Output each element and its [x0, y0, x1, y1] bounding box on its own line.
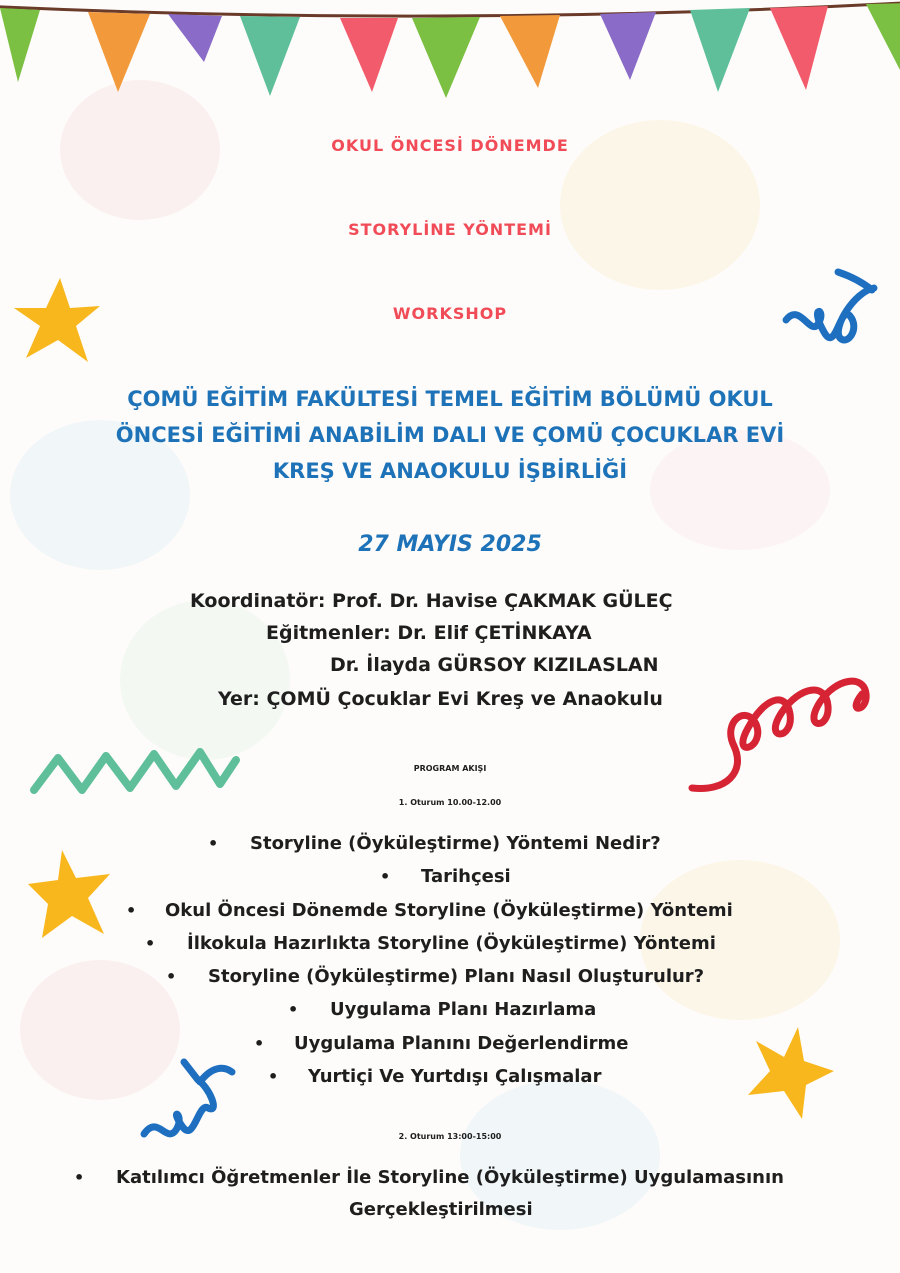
bullet: •	[208, 834, 219, 853]
program-heading: PROGRAM AKIŞI	[413, 764, 487, 773]
session-1-item: İlkokula Hazırlıkta Storyline (Öyküleştirme) Yöntemi	[187, 933, 716, 954]
session-1-item: Uygulama Planı Hazırlama	[330, 999, 597, 1020]
title-line-3: WORKSHOP	[392, 304, 508, 323]
session-1-item: Tarihçesi	[421, 866, 511, 887]
trainers-line: Eğitmenler: Dr. Elif ÇETİNKAYA	[266, 622, 592, 644]
session-2-item-continued: Gerçekleştirilmesi	[349, 1199, 533, 1220]
bullet: •	[254, 1034, 265, 1053]
session-1-item: Okul Öncesi Dönemde Storyline (Öyküleştirme) Yöntemi	[165, 900, 733, 921]
bullet: •	[288, 1000, 299, 1019]
event-date: 27 MAYIS 2025	[358, 532, 542, 557]
session-1-title: 1. Oturum 10.00-12.00	[398, 798, 502, 807]
session-2-item: Katılımcı Öğretmenler İle Storyline (Öyküleştirme) Uygulamasının	[116, 1167, 784, 1188]
subtitle-line-2: ÖNCESİ EĞİTİMİ ANABİLİM DALI VE ÇOMÜ ÇOCUKLAR EVİ	[115, 423, 785, 447]
session-1-item: Uygulama Planını Değerlendirme	[294, 1033, 629, 1054]
title-line-1: OKUL ÖNCESİ DÖNEMDE	[331, 136, 569, 155]
star-icon	[28, 848, 118, 943]
session-1-item: Yurtiçi Ve Yurtdışı Çalışmalar	[308, 1066, 602, 1087]
bullet: •	[166, 967, 177, 986]
subtitle-line-3: KREŞ VE ANAOKULU İŞBİRLİĞİ	[272, 459, 628, 483]
bullet: •	[145, 934, 156, 953]
session-1-item: Storyline (Öyküleştirme) Planı Nasıl Oluşturulur?	[208, 966, 705, 987]
bullet: •	[268, 1067, 279, 1086]
coordinator-line: Koordinatör: Prof. Dr. Havise ÇAKMAK GÜLEÇ	[190, 590, 673, 612]
bg-blob	[120, 600, 290, 760]
session-2-title: 2. Oturum 13:00-15:00	[398, 1132, 502, 1141]
trainer-2-line: Dr. İlayda GÜRSOY KIZILASLAN	[330, 654, 659, 676]
bunting-flags	[0, 0, 900, 110]
bullet: •	[74, 1168, 85, 1187]
session-1-item: Storyline (Öyküleştirme) Yöntemi Nedir?	[250, 833, 661, 854]
place-line: Yer: ÇOMÜ Çocuklar Evi Kreş ve Anaokulu	[218, 688, 663, 710]
title-line-2: STORYLİNE YÖNTEMİ	[348, 220, 552, 239]
bullet: •	[380, 867, 391, 886]
red-loop-squiggle	[686, 668, 886, 798]
subtitle-line-1: ÇOMÜ EĞİTİM FAKÜLTESİ TEMEL EĞİTİM BÖLÜMÜ OKUL	[127, 387, 773, 411]
star-icon	[742, 1025, 834, 1120]
bullet: •	[126, 901, 137, 920]
